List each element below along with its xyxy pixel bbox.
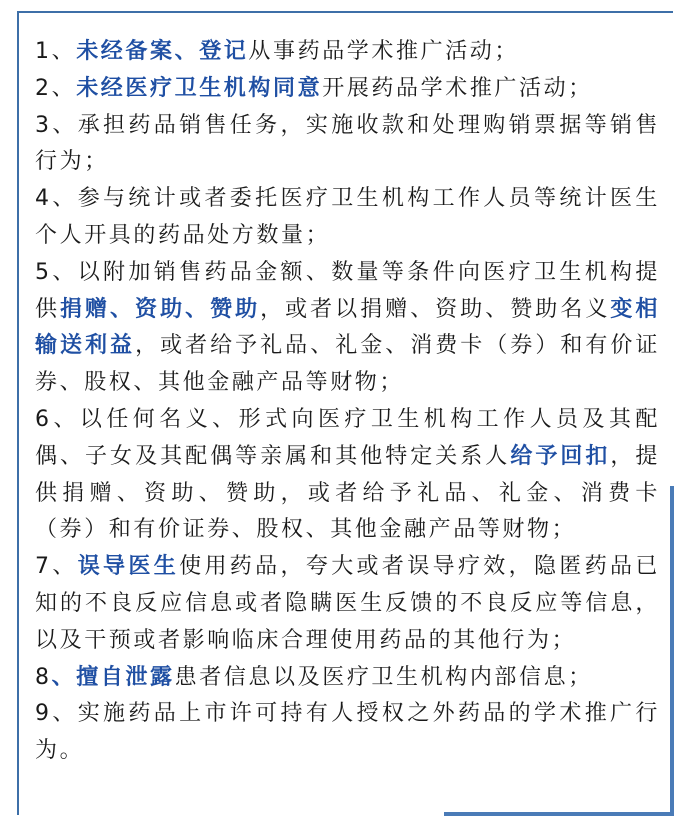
item-text: 6、以任何名义、形式向医疗卫生机构工作人员及其配偶、子女及其配偶等亲属和其他特定关系人: [35, 406, 660, 469]
list-item: [35, 660, 660, 697]
item-text: 5、以附加销售药品金额、数量等条件向医疗卫生机构提供: [35, 259, 660, 322]
item-highlight: 未经备案、登记: [76, 39, 249, 64]
item-text: 7、: [35, 554, 78, 580]
item-highlight: 、擅自泄露: [51, 664, 175, 690]
item-text: 1、: [35, 39, 77, 64]
list-item: [35, 402, 660, 549]
item-text: ，提供捐赠、资助、赞助，或者给予礼品、礼金、消费卡（券）和有价证券、股权、其他金融产品等财物；: [35, 443, 661, 543]
item-text: ，或者给予礼品、礼金、消费卡（券）和有价证券、股权、其他金融产品等财物；: [35, 333, 660, 396]
item-text: 使用药品，夸大或者误导疗效，隐匿药品已知的不良反应信息或者隐瞒医生反馈的不良反应等信息，以及干预或者影响临床合理使用药品的其他行为；: [35, 554, 660, 653]
item-highlight: 给予回扣: [510, 443, 611, 469]
item-highlight: 变相输送利益: [35, 296, 660, 359]
item-text: 从事药品学术推广活动；: [248, 39, 520, 64]
list-item: [35, 255, 660, 402]
frame-accent-bottom: [444, 812, 674, 816]
item-highlight: 捐赠、资助、赞助: [60, 296, 261, 322]
list-item: [35, 34, 660, 71]
item-text: 患者信息以及医疗卫生机构内部信息；: [174, 664, 593, 690]
frame-accent-right: [670, 486, 674, 816]
prohibited-activities-list: [35, 34, 660, 770]
item-text: 3、承担药品销售任务，实施收款和处理购销票据等销售行为；: [35, 112, 660, 175]
item-highlight: 未经医疗卫生机构同意: [76, 75, 323, 101]
list-item: [35, 549, 660, 659]
item-text: ，或者以捐赠、资助、赞助名义: [260, 296, 611, 322]
item-text: 开展药品学术推广活动；: [322, 75, 593, 101]
item-text: 9、实施药品上市许可持有人授权之外药品的学术推广行为。: [35, 701, 660, 764]
list-item: [35, 181, 660, 255]
list-item: [35, 108, 660, 182]
item-text: 8: [35, 664, 52, 690]
item-text: 4、参与统计或者委托医疗卫生机构工作人员等统计医生个人开具的药品处方数量；: [35, 186, 660, 248]
list-item: [35, 696, 660, 770]
item-text: 2、: [35, 75, 77, 101]
list-item: [35, 71, 660, 108]
item-highlight: 误导医生: [77, 554, 180, 580]
